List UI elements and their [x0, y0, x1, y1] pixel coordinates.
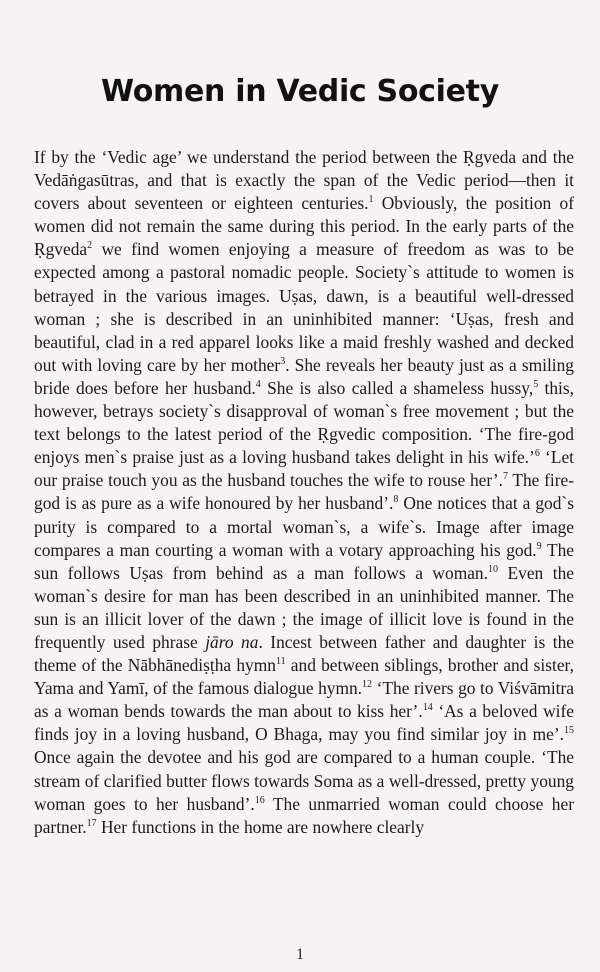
text-run: She is also called a shameless hussy,	[260, 377, 534, 398]
page-title: Women in Vedic Society	[101, 74, 499, 109]
text-run: If by the ‘Vedic age’ we understand the period between the Ṛgveda and the Vedāṅgasūtras, and that is exactly the span of the Vedic period—then it covers about seventeen or eighteen centuries.	[34, 147, 574, 214]
footnote-ref: 6	[534, 448, 540, 460]
text-run: The sun follows Uṣas from behind as a man follows a woman.	[34, 539, 574, 583]
footnote-ref: 8	[393, 494, 399, 506]
text-run: . She reveals her beauty just as a smiling bride does before her husband.	[34, 354, 574, 398]
footnote-ref: 2	[87, 240, 93, 252]
italic-phrase: jāro na	[205, 631, 259, 652]
footnote-ref: 7	[502, 471, 508, 483]
footnote-ref: 5	[533, 379, 539, 391]
paragraph	[34, 146, 574, 839]
text-run: One notices that a god`s purity is compared to a mortal woman`s, a wife`s. Image after image compares a man courting a woman with a votary approaching his god.	[34, 493, 574, 560]
text-run: The fire-god is as pure as a wife honoured by her husband’.	[34, 470, 575, 514]
footnote-ref: 4	[255, 379, 261, 391]
footnote-ref: 11	[275, 656, 286, 668]
footnote-ref: 14	[422, 702, 433, 714]
footnote-ref: 3	[280, 356, 286, 368]
footnote-ref: 17	[86, 817, 97, 829]
body-text	[34, 146, 574, 839]
text-run: Obviously, the position of women did not remain the same during this period. In the early parts of the Ṛgveda	[34, 193, 574, 260]
footnote-ref: 15	[564, 725, 574, 737]
text-run: this, however, betrays society`s disapproval of woman`s free movement ; but the text belongs to the latest period of the Ṛgvedic composition. ‘The fire-god enjoys men`s praise just as a loving husband takes delight in his wife.’	[34, 377, 574, 468]
text-run: and between siblings, brother and sister, Yama and Yamī, of the famous dialogue hymn.	[34, 655, 574, 699]
text-run: ‘Let our praise touch you as the husband touches the wife to rouse her’.	[34, 447, 575, 491]
text-run: Once again the devotee and his god are compared to a human couple. ‘The stream of clarified butter flows towards Soma as a well-dressed, pretty young woman goes to her husband’.	[34, 747, 574, 814]
text-run: Her functions in the home are nowhere clearly	[96, 816, 425, 837]
text-run: Even the woman`s desire for man has been described in an uninhibited manner. The sun is an illicit lover of the dawn ; the image of illicit love is found in the frequently used phrase	[34, 562, 574, 652]
footnote-ref: 16	[254, 794, 265, 806]
text-run: we find women enjoying a measure of freedom as was to be expected among a pastoral nomadic people. Society`s attitude to women is betrayed in the various images. Uṣas, dawn, is a beautiful well-dressed woman ; she is described in an uninhibited manner: ‘Uṣas, fresh and beautiful, clad in a red apparel looks like a maid freshly washed and decked out with loving care by her mother	[34, 239, 574, 375]
text-run: . Incest between father and daughter is the theme of the Nābhānediṣṭha hymn	[34, 631, 574, 676]
text-run: ‘As a beloved wife finds joy in a loving husband, O Bhaga, may you find similar joy in me’.	[34, 701, 574, 745]
footnote-ref: 12	[362, 679, 373, 691]
footnote-ref: 9	[536, 540, 542, 552]
page-number: 1	[296, 946, 304, 963]
footnote-ref: 10	[487, 563, 498, 575]
footnote-ref: 1	[368, 194, 374, 206]
text-run: The unmarried woman could choose her partner.	[34, 793, 574, 837]
text-run: ‘The rivers go to Viśvāmitra as a woman bends towards the man about to kiss her’.	[34, 678, 574, 722]
